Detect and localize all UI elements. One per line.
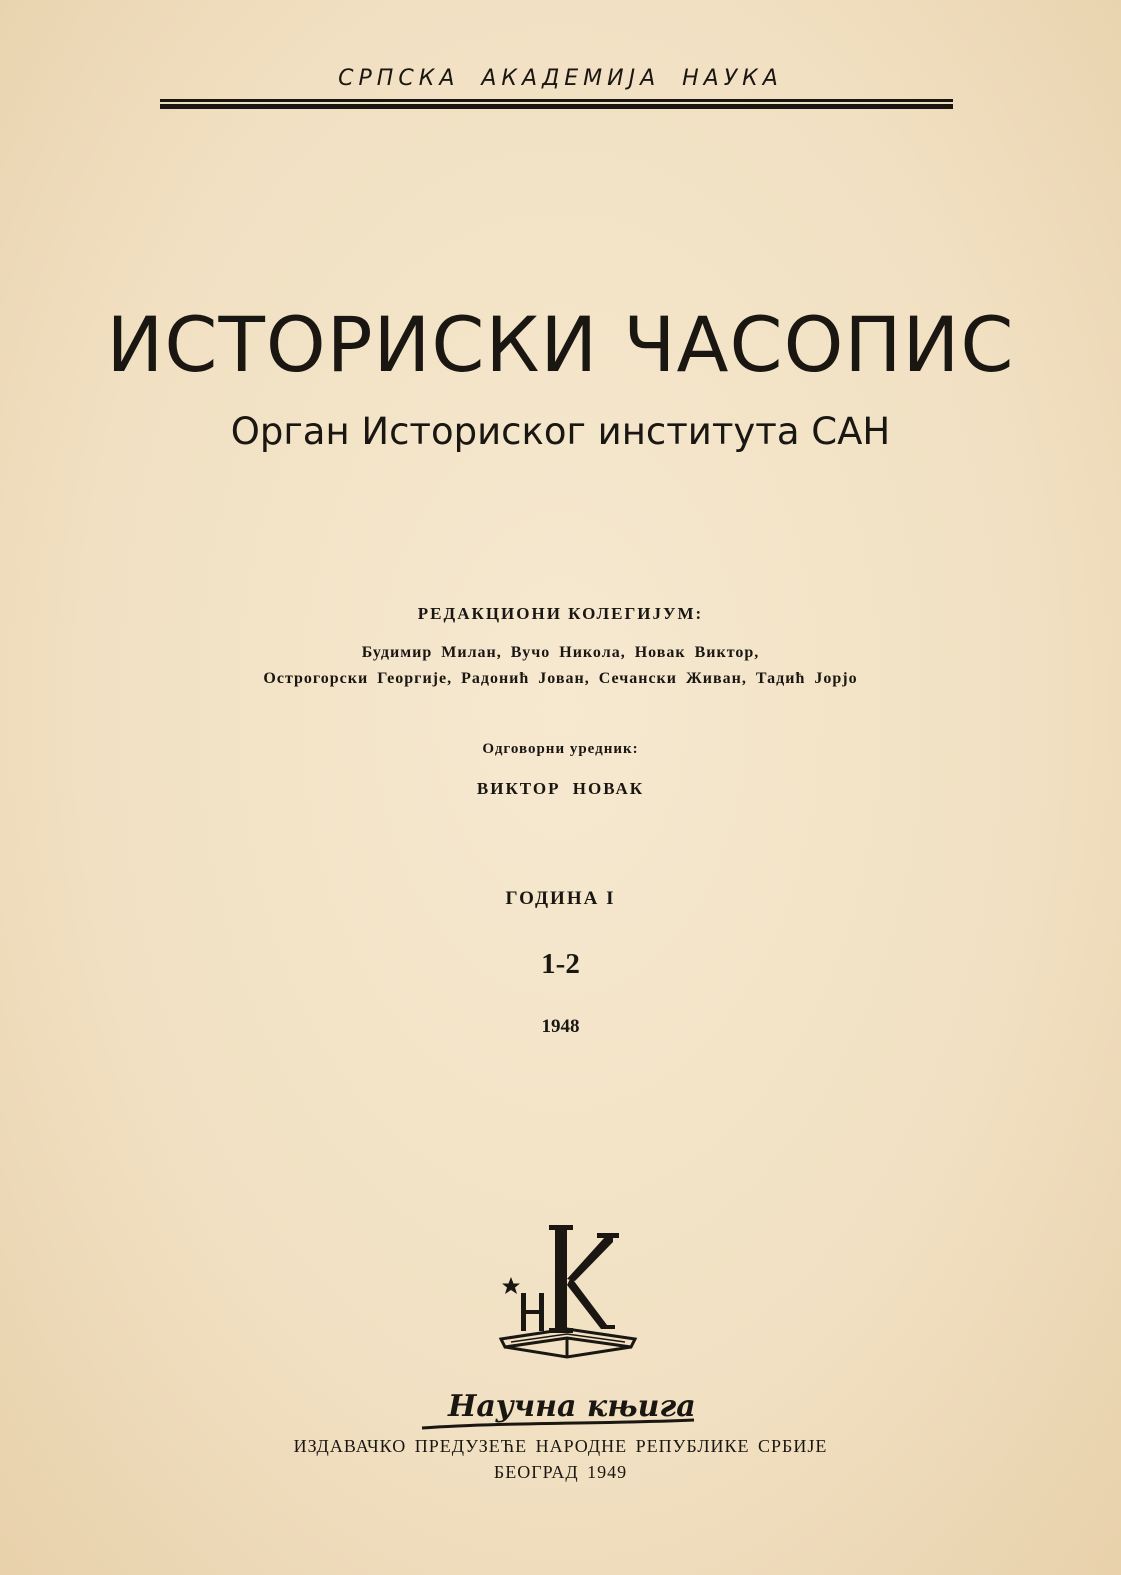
journal-subtitle: Орган Историског института САН bbox=[230, 410, 891, 453]
editorial-board-heading: РЕДАКЦИОНИ КОЛЕГИЈУМ: bbox=[417, 604, 704, 623]
publisher-logo-icon bbox=[497, 1217, 639, 1367]
header-rule-thin bbox=[160, 99, 953, 102]
journal-title: ИСТОРИСКИ ЧАСОПИС bbox=[106, 300, 1015, 389]
editor-name: ВИКТОР НОВАК bbox=[476, 779, 645, 798]
publisher-name: ИЗДАВАЧКО ПРЕДУЗЕЋЕ НАРОДНЕ РЕПУБЛИКЕ СРБИЈЕ bbox=[293, 1436, 828, 1456]
issue-number: 1-2 bbox=[541, 948, 580, 980]
issue-year: 1948 bbox=[541, 1016, 580, 1037]
signature-text: Научна књига bbox=[448, 1389, 696, 1424]
academy-name: СРПСКА АКАДЕМИЈА НАУКА bbox=[338, 66, 783, 91]
publisher-signature-icon bbox=[418, 1382, 703, 1440]
volume-label: ГОДИНА I bbox=[505, 888, 616, 909]
editor-heading: Одговорни уредник: bbox=[482, 741, 639, 757]
editorial-board-members-line2: Острогорски Георгије, Радонић Јован, Сечански Живан, Тадић Јорјо bbox=[263, 670, 858, 687]
header-rule-thick bbox=[160, 104, 953, 109]
editorial-board-members-line1: Будимир Милан, Вучо Никола, Новак Виктор, bbox=[361, 644, 760, 661]
publication-place-year: БЕОГРАД 1949 bbox=[493, 1462, 628, 1482]
